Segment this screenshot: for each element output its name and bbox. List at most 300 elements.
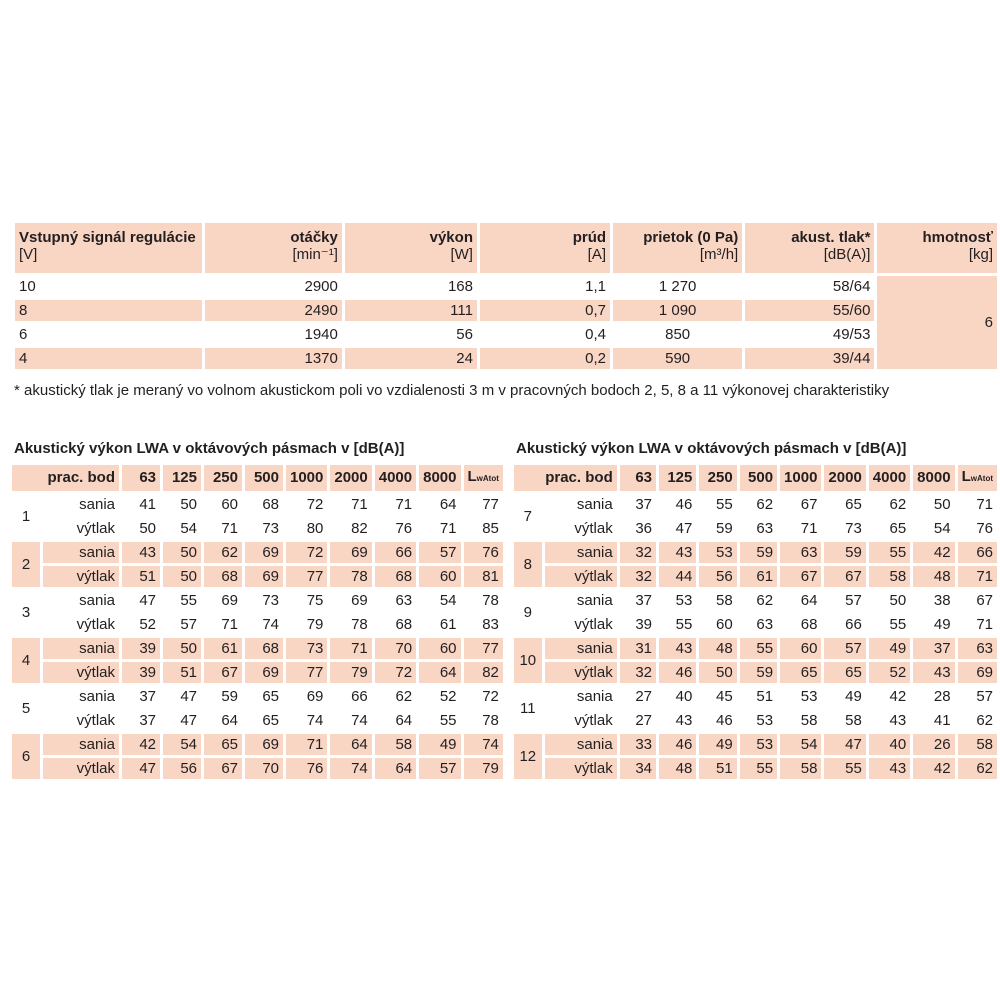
band-value: 62 bbox=[204, 542, 242, 563]
pressure-cell: 58/64 bbox=[832, 278, 871, 295]
acoustic-table-right bbox=[511, 462, 1000, 782]
header-band-8000: 8000 bbox=[419, 465, 460, 491]
band-value: 53 bbox=[756, 712, 774, 729]
point-number: 12 bbox=[514, 734, 542, 779]
acoustic-row-sania bbox=[514, 590, 997, 611]
point-number: 2 bbox=[12, 542, 40, 587]
band-value: 64 bbox=[221, 712, 238, 729]
band-value: 63 bbox=[756, 616, 774, 633]
band-value: 55 bbox=[869, 542, 910, 563]
flow-cell: 590 bbox=[613, 348, 742, 369]
total-value: 78 bbox=[482, 712, 499, 729]
band-value: 49 bbox=[419, 734, 460, 755]
band-value: 71 bbox=[395, 496, 413, 513]
band-value: 43 bbox=[659, 542, 696, 563]
signal-cell: 6 bbox=[19, 326, 28, 343]
band-value: 50 bbox=[933, 496, 951, 513]
band-value: 61 bbox=[204, 638, 242, 659]
band-value: 64 bbox=[395, 712, 413, 729]
band-value: 64 bbox=[439, 496, 457, 513]
header-flow: prietok (0 Pa) [m³/h] bbox=[613, 223, 742, 273]
vytlak-label: výtlak bbox=[43, 758, 119, 779]
band-value: 71 bbox=[330, 638, 371, 659]
acoustic-row-sania bbox=[514, 638, 997, 659]
band-value: 51 bbox=[699, 758, 736, 779]
band-value: 74 bbox=[330, 758, 371, 779]
band-value: 43 bbox=[913, 662, 954, 683]
band-value: 63 bbox=[395, 592, 413, 609]
power-cell: 111 bbox=[345, 300, 477, 321]
band-value: 73 bbox=[845, 520, 862, 537]
band-value: 44 bbox=[659, 566, 696, 587]
total-value: 77 bbox=[482, 496, 499, 513]
acoustic-row-vytlak bbox=[514, 566, 997, 587]
band-value: 37 bbox=[635, 496, 653, 513]
band-value: 78 bbox=[351, 616, 368, 633]
total-value: 85 bbox=[482, 520, 499, 537]
acoustic-row-vytlak bbox=[12, 710, 503, 731]
band-value: 79 bbox=[306, 616, 324, 633]
band-value: 57 bbox=[824, 638, 865, 659]
band-value: 55 bbox=[716, 496, 733, 513]
acoustic-row-vytlak bbox=[514, 662, 997, 683]
band-value: 70 bbox=[375, 638, 416, 659]
power-cell: 24 bbox=[345, 348, 477, 369]
point-number: 8 bbox=[514, 542, 542, 587]
sania-label: sania bbox=[79, 688, 115, 705]
band-value: 37 bbox=[913, 638, 954, 659]
band-value: 39 bbox=[635, 616, 653, 633]
flow-cell: 1 090 bbox=[613, 300, 742, 321]
sania-label: sania bbox=[79, 496, 115, 513]
acoustic-header-row bbox=[12, 465, 503, 491]
weight-cell: 6 bbox=[877, 276, 997, 369]
band-value: 55 bbox=[889, 616, 907, 633]
header-power: výkon [W] bbox=[345, 223, 477, 273]
band-value: 60 bbox=[419, 566, 460, 587]
header-band-500: 500 bbox=[245, 465, 283, 491]
rpm-cell: 1370 bbox=[205, 348, 342, 369]
band-value: 46 bbox=[659, 662, 696, 683]
rpm-cell: 2490 bbox=[205, 300, 342, 321]
band-value: 28 bbox=[933, 688, 951, 705]
band-value: 32 bbox=[620, 662, 656, 683]
header-band-8000: 8000 bbox=[913, 465, 954, 491]
band-value: 68 bbox=[375, 566, 416, 587]
acoustic-row-vytlak bbox=[514, 518, 997, 539]
acoustic-row-sania bbox=[514, 494, 997, 515]
band-value: 76 bbox=[286, 758, 327, 779]
band-value: 63 bbox=[756, 520, 774, 537]
band-value: 50 bbox=[180, 496, 197, 513]
vytlak-label: výtlak bbox=[76, 616, 115, 633]
band-value: 41 bbox=[933, 712, 951, 729]
band-value: 46 bbox=[675, 496, 693, 513]
band-value: 42 bbox=[913, 542, 954, 563]
band-value: 66 bbox=[845, 616, 862, 633]
band-value: 62 bbox=[756, 592, 774, 609]
band-value: 80 bbox=[306, 520, 324, 537]
band-value: 45 bbox=[716, 688, 733, 705]
band-value: 34 bbox=[620, 758, 656, 779]
total-value: 57 bbox=[976, 688, 993, 705]
vytlak-label: výtlak bbox=[574, 712, 613, 729]
total-value: 76 bbox=[976, 520, 993, 537]
band-value: 69 bbox=[245, 662, 283, 683]
flow-cell: 850 bbox=[665, 326, 691, 343]
band-value: 47 bbox=[180, 712, 197, 729]
footnote: * akustický tlak je meraný vo volnom akustickom poli vo vzdialenosti 3 m v pracovných bodoch 2, 5, 8 a 11 výkonovej charakteristiky bbox=[14, 382, 890, 399]
rpm-cell: 1940 bbox=[304, 326, 338, 343]
band-value: 55 bbox=[824, 758, 865, 779]
band-value: 49 bbox=[933, 616, 951, 633]
band-value: 58 bbox=[716, 592, 733, 609]
header-band-4000: 4000 bbox=[375, 465, 416, 491]
band-value: 58 bbox=[800, 712, 818, 729]
header-band-4000: 4000 bbox=[869, 465, 910, 491]
total-value: 58 bbox=[958, 734, 997, 755]
total-value: 72 bbox=[482, 688, 499, 705]
acoustic-row-sania bbox=[514, 542, 997, 563]
acoustic-title-right: Akustický výkon LWA v oktávových pásmach v [dB(A)] bbox=[516, 440, 907, 457]
acoustic-row-sania bbox=[12, 734, 503, 755]
band-value: 59 bbox=[824, 542, 865, 563]
band-value: 53 bbox=[699, 542, 736, 563]
acoustic-row-vytlak bbox=[12, 518, 503, 539]
band-value: 67 bbox=[780, 566, 821, 587]
band-value: 47 bbox=[824, 734, 865, 755]
vytlak-label: výtlak bbox=[545, 758, 617, 779]
vytlak-label: výtlak bbox=[76, 520, 115, 537]
band-value: 67 bbox=[204, 662, 242, 683]
band-value: 62 bbox=[889, 496, 907, 513]
band-value: 59 bbox=[716, 520, 733, 537]
band-value: 50 bbox=[139, 520, 156, 537]
total-value: 63 bbox=[958, 638, 997, 659]
band-value: 54 bbox=[933, 520, 951, 537]
band-value: 64 bbox=[419, 662, 460, 683]
total-value: 71 bbox=[976, 496, 993, 513]
total-value: 78 bbox=[482, 592, 499, 609]
flow-cell: 1 270 bbox=[658, 278, 697, 295]
spec-row bbox=[15, 348, 997, 369]
band-value: 75 bbox=[306, 592, 324, 609]
band-value: 54 bbox=[180, 520, 197, 537]
acoustic-row-sania bbox=[12, 638, 503, 659]
acoustic-row-sania bbox=[12, 590, 503, 611]
band-value: 50 bbox=[163, 566, 201, 587]
band-value: 60 bbox=[716, 616, 733, 633]
band-value: 51 bbox=[122, 566, 160, 587]
band-value: 62 bbox=[395, 688, 413, 705]
band-value: 72 bbox=[306, 496, 324, 513]
total-value: 77 bbox=[464, 638, 503, 659]
total-value: 66 bbox=[958, 542, 997, 563]
sania-label: sania bbox=[576, 592, 613, 609]
sania-label: sania bbox=[79, 592, 115, 609]
band-value: 43 bbox=[869, 758, 910, 779]
vytlak-label: výtlak bbox=[574, 520, 613, 537]
band-value: 42 bbox=[913, 758, 954, 779]
total-value: 79 bbox=[464, 758, 503, 779]
band-value: 73 bbox=[262, 592, 279, 609]
header-band-2000: 2000 bbox=[330, 465, 371, 491]
acoustic-row-vytlak bbox=[514, 710, 997, 731]
band-value: 71 bbox=[221, 520, 238, 537]
band-value: 52 bbox=[869, 662, 910, 683]
current-cell: 0,7 bbox=[480, 300, 610, 321]
power-cell: 56 bbox=[456, 326, 473, 343]
band-value: 41 bbox=[139, 496, 156, 513]
band-value: 68 bbox=[800, 616, 818, 633]
band-value: 61 bbox=[740, 566, 777, 587]
point-number: 6 bbox=[12, 734, 40, 779]
band-value: 27 bbox=[635, 712, 653, 729]
band-value: 64 bbox=[800, 592, 818, 609]
header-band-1000: 1000 bbox=[780, 465, 821, 491]
point-number: 5 bbox=[21, 700, 31, 717]
header-band-2000: 2000 bbox=[824, 465, 865, 491]
band-value: 69 bbox=[330, 542, 371, 563]
total-value: 62 bbox=[976, 712, 993, 729]
band-value: 58 bbox=[845, 712, 862, 729]
band-value: 50 bbox=[163, 542, 201, 563]
total-value: 62 bbox=[958, 758, 997, 779]
sania-label: sania bbox=[576, 688, 613, 705]
band-value: 59 bbox=[221, 688, 238, 705]
total-value: 69 bbox=[958, 662, 997, 683]
total-value: 76 bbox=[464, 542, 503, 563]
band-value: 65 bbox=[889, 520, 907, 537]
header-band-125: 125 bbox=[659, 465, 696, 491]
band-value: 38 bbox=[933, 592, 951, 609]
current-cell: 0,2 bbox=[480, 348, 610, 369]
band-value: 56 bbox=[699, 566, 736, 587]
band-value: 65 bbox=[780, 662, 821, 683]
band-value: 71 bbox=[439, 520, 457, 537]
acoustic-row-vytlak bbox=[12, 662, 503, 683]
band-value: 57 bbox=[419, 542, 460, 563]
band-value: 74 bbox=[351, 712, 368, 729]
band-value: 71 bbox=[800, 520, 818, 537]
power-cell: 168 bbox=[447, 278, 473, 295]
band-value: 47 bbox=[139, 592, 156, 609]
current-cell: 1,1 bbox=[585, 278, 607, 295]
band-value: 47 bbox=[675, 520, 693, 537]
acoustic-row-sania bbox=[12, 686, 503, 707]
sania-label: sania bbox=[545, 638, 617, 659]
acoustic-row-vytlak bbox=[12, 566, 503, 587]
band-value: 59 bbox=[740, 542, 777, 563]
sania-label: sania bbox=[545, 734, 617, 755]
point-number: 9 bbox=[523, 604, 532, 621]
total-value: 71 bbox=[958, 566, 997, 587]
band-value: 42 bbox=[122, 734, 160, 755]
band-value: 60 bbox=[780, 638, 821, 659]
band-value: 72 bbox=[286, 542, 327, 563]
acoustic-title-left: Akustický výkon LWA v oktávových pásmach v [dB(A)] bbox=[14, 440, 405, 457]
band-value: 66 bbox=[375, 542, 416, 563]
total-value: 74 bbox=[464, 734, 503, 755]
acoustic-row-vytlak bbox=[12, 614, 503, 635]
band-value: 48 bbox=[659, 758, 696, 779]
band-value: 77 bbox=[286, 662, 327, 683]
header-total: LwAtot bbox=[464, 465, 503, 491]
spec-row bbox=[15, 300, 997, 321]
band-value: 53 bbox=[675, 592, 693, 609]
band-value: 69 bbox=[221, 592, 238, 609]
vytlak-label: výtlak bbox=[43, 566, 119, 587]
band-value: 68 bbox=[395, 616, 413, 633]
band-value: 43 bbox=[122, 542, 160, 563]
vytlak-label: výtlak bbox=[545, 662, 617, 683]
band-value: 60 bbox=[221, 496, 238, 513]
total-value: 83 bbox=[482, 616, 499, 633]
header-point: prac. bod bbox=[12, 465, 119, 491]
band-value: 69 bbox=[245, 734, 283, 755]
point-number: 11 bbox=[519, 700, 536, 717]
signal-cell: 4 bbox=[15, 348, 202, 369]
band-value: 51 bbox=[163, 662, 201, 683]
band-value: 64 bbox=[330, 734, 371, 755]
band-value: 49 bbox=[869, 638, 910, 659]
band-value: 48 bbox=[913, 566, 954, 587]
header-weight: hmotnosť [kg] bbox=[877, 223, 997, 273]
band-value: 49 bbox=[699, 734, 736, 755]
fan-spec-table bbox=[12, 220, 1000, 372]
band-value: 53 bbox=[740, 734, 777, 755]
band-value: 52 bbox=[439, 688, 457, 705]
band-value: 50 bbox=[163, 638, 201, 659]
band-value: 67 bbox=[824, 566, 865, 587]
vytlak-label: výtlak bbox=[76, 712, 115, 729]
acoustic-table-left bbox=[9, 462, 506, 782]
header-pressure: akust. tlak* [dB(A)] bbox=[745, 223, 874, 273]
point-number: 7 bbox=[523, 508, 532, 525]
band-value: 55 bbox=[740, 758, 777, 779]
spec-row bbox=[15, 276, 997, 297]
point-number: 1 bbox=[21, 508, 31, 525]
band-value: 69 bbox=[245, 542, 283, 563]
band-value: 78 bbox=[330, 566, 371, 587]
vytlak-label: výtlak bbox=[574, 616, 613, 633]
point-number: 10 bbox=[514, 638, 542, 683]
header-band-250: 250 bbox=[204, 465, 242, 491]
band-value: 74 bbox=[306, 712, 324, 729]
header-band-1000: 1000 bbox=[286, 465, 327, 491]
spec-row bbox=[15, 324, 997, 345]
band-value: 65 bbox=[824, 662, 865, 683]
band-value: 68 bbox=[245, 638, 283, 659]
header-band-250: 250 bbox=[699, 465, 736, 491]
vytlak-label: výtlak bbox=[43, 662, 119, 683]
band-value: 46 bbox=[659, 734, 696, 755]
header-band-63: 63 bbox=[122, 465, 160, 491]
band-value: 68 bbox=[262, 496, 279, 513]
band-value: 63 bbox=[780, 542, 821, 563]
acoustic-row-sania bbox=[12, 542, 503, 563]
header-band-63: 63 bbox=[620, 465, 656, 491]
band-value: 54 bbox=[439, 592, 457, 609]
band-value: 71 bbox=[286, 734, 327, 755]
band-value: 69 bbox=[306, 688, 324, 705]
signal-cell: 10 bbox=[19, 278, 36, 295]
band-value: 69 bbox=[245, 566, 283, 587]
header-band-125: 125 bbox=[163, 465, 201, 491]
band-value: 32 bbox=[620, 566, 656, 587]
sania-label: sania bbox=[43, 638, 119, 659]
sania-label: sania bbox=[43, 542, 119, 563]
band-value: 67 bbox=[800, 496, 818, 513]
band-value: 52 bbox=[139, 616, 156, 633]
total-value: 71 bbox=[976, 616, 993, 633]
header-point: prac. bod bbox=[514, 465, 617, 491]
band-value: 50 bbox=[889, 592, 907, 609]
current-cell: 0,4 bbox=[585, 326, 607, 343]
acoustic-row-sania bbox=[12, 494, 503, 515]
band-value: 48 bbox=[699, 638, 736, 659]
band-value: 37 bbox=[139, 688, 156, 705]
band-value: 55 bbox=[675, 616, 693, 633]
total-value: 81 bbox=[464, 566, 503, 587]
band-value: 26 bbox=[913, 734, 954, 755]
total-value: 67 bbox=[976, 592, 993, 609]
band-value: 72 bbox=[375, 662, 416, 683]
sania-label: sania bbox=[43, 734, 119, 755]
band-value: 82 bbox=[351, 520, 368, 537]
band-value: 79 bbox=[330, 662, 371, 683]
band-value: 73 bbox=[286, 638, 327, 659]
acoustic-row-sania bbox=[514, 734, 997, 755]
band-value: 65 bbox=[204, 734, 242, 755]
band-value: 39 bbox=[122, 662, 160, 683]
band-value: 69 bbox=[351, 592, 368, 609]
header-total: LwAtot bbox=[958, 465, 997, 491]
band-value: 74 bbox=[262, 616, 279, 633]
band-value: 56 bbox=[163, 758, 201, 779]
rpm-cell: 2900 bbox=[304, 278, 338, 295]
band-value: 50 bbox=[699, 662, 736, 683]
band-value: 68 bbox=[204, 566, 242, 587]
band-value: 62 bbox=[756, 496, 774, 513]
sania-label: sania bbox=[576, 496, 613, 513]
band-value: 33 bbox=[620, 734, 656, 755]
header-band-500: 500 bbox=[740, 465, 777, 491]
acoustic-header-row bbox=[514, 465, 997, 491]
band-value: 55 bbox=[439, 712, 457, 729]
acoustic-row-vytlak bbox=[514, 614, 997, 635]
band-value: 57 bbox=[180, 616, 197, 633]
acoustic-row-vytlak bbox=[514, 758, 997, 779]
band-value: 73 bbox=[262, 520, 279, 537]
band-value: 36 bbox=[635, 520, 653, 537]
band-value: 71 bbox=[351, 496, 368, 513]
band-value: 77 bbox=[286, 566, 327, 587]
band-value: 37 bbox=[635, 592, 653, 609]
band-value: 43 bbox=[675, 712, 693, 729]
acoustic-row-sania bbox=[514, 686, 997, 707]
band-value: 43 bbox=[889, 712, 907, 729]
band-value: 54 bbox=[780, 734, 821, 755]
band-value: 47 bbox=[122, 758, 160, 779]
band-value: 32 bbox=[620, 542, 656, 563]
band-value: 58 bbox=[375, 734, 416, 755]
band-value: 51 bbox=[756, 688, 774, 705]
band-value: 27 bbox=[635, 688, 653, 705]
acoustic-row-vytlak bbox=[12, 758, 503, 779]
band-value: 40 bbox=[675, 688, 693, 705]
band-value: 65 bbox=[262, 712, 279, 729]
